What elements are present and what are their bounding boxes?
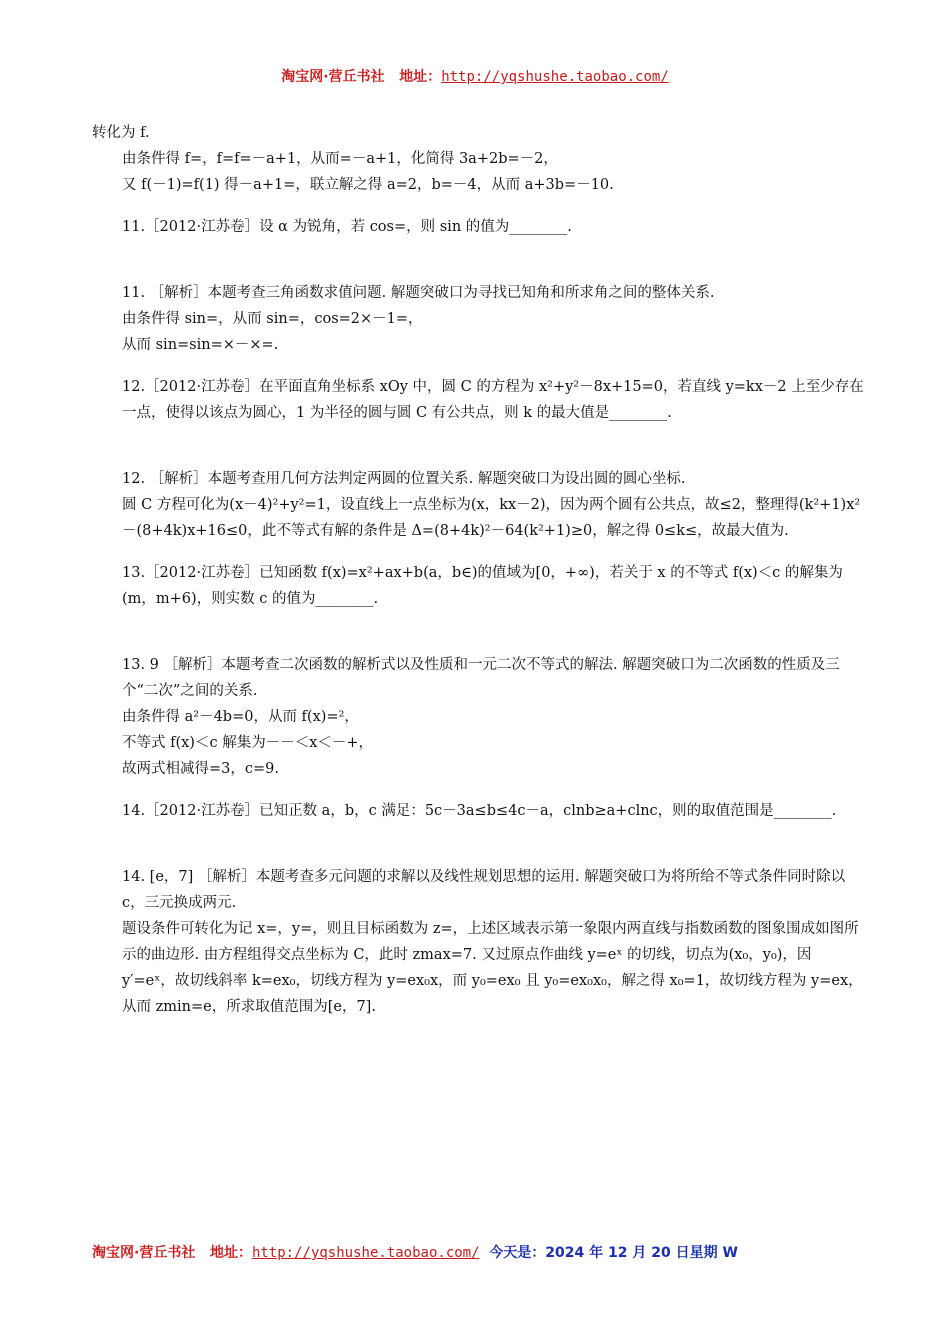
text-line: 故两式相减得=3，c=9. [122,761,279,777]
header-url-link[interactable]: http://yqshushe.taobao.com/ [441,69,669,85]
text-line: 由条件得 f=，f=f=－a+1，从而=－a+1，化简得 3a+2b=－2， [122,151,558,167]
header-shop-name: 淘宝网·营丘书社 [281,69,385,85]
text-line: 不等式 f(x)＜c 解集为－－＜x＜－+， [122,735,374,751]
problem-14: 14.［2012·江苏卷］已知正数 a，b，c 满足：5c－3a≤b≤4c－a，clnb≥a+clnc，则的取值范围是________. [122,803,837,819]
footer-shop-name: 淘宝网·营丘书社 [92,1245,196,1261]
document-body [92,120,868,1020]
footer-url-link[interactable]: http://yqshushe.taobao.com/ [251,1245,480,1261]
solution-14-heading: 14. [e，7] ［解析］本题考查多元问题的求解以及线性规划思想的运用. 解题突破口为将所给不等式条件同时除以 c，三元换成两元. [122,869,846,911]
solution-11-heading: 11. ［解析］本题考查三角函数求值问题. 解题突破口为寻找已知角和所求角之间的整体关系. [122,285,715,301]
text-line: 从而 sin=sin=×－×=. [122,337,279,353]
text-line: 转化为 f. [92,125,150,141]
text-line: 由条件得 a²－4b=0，从而 f(x)=²， [122,709,359,725]
footer-address-label: 地址： [209,1245,252,1261]
page-footer [92,1242,738,1262]
solution-13-heading: 13. 9 ［解析］本题考查二次函数的解析式以及性质和一元二次不等式的解法. 解题突破口为二次函数的性质及三个“二次”之间的关系. [122,657,840,699]
text-line: 圆 C 方程可化为(x－4)²+y²=1，设直线上一点坐标为(x，kx－2)，因为两个圆有公共点，故≤2，整理得(k²+1)x²－(8+4k)x+16≤0，此不等式有解的条件是 Δ=(8+4k)²－64(k²+1)≥0，解之得 0≤k≤，故最大值为. [122,497,861,539]
problem-12: 12.［2012·江苏卷］在平面直角坐标系 xOy 中，圆 C 的方程为 x²+y²－8x+15=0，若直线 y=kx－2 上至少存在一点，使得以该点为圆心，1 为半径的圆与圆 C 有公共点，则 k 的最大值是________. [122,379,864,421]
problem-11: 11.［2012·江苏卷］设 α 为锐角，若 cos=，则 sin 的值为________. [122,219,572,235]
text-line: 题设条件可转化为记 x=，y=，则且目标函数为 z=，上述区域表示第一象限内两直线与指数函数的图象围成如图所示的曲边形. 由方程组得交点坐标为 C，此时 zmax=7. 又过原点作曲线 y=eˣ 的切线，切点为(x₀，y₀)，因 y′=eˣ，故切线斜率 k=ex₀，切线方程为 y=ex₀x，而 y₀=ex₀ 且 y₀=ex₀x₀，解之得 x₀=1，故切线方程为 y=ex，从而 zmin=e，所求取值范围为[e，7]. [122,921,863,1015]
text-line: 又 f(－1)=f(1) 得－a+1=，联立解之得 a=2，b=－4，从而 a+3b=－10. [122,177,614,193]
footer-date: 今天是：2024 年 12 月 20 日星期 W [489,1245,738,1261]
problem-13: 13.［2012·江苏卷］已知函数 f(x)=x²+ax+b(a，b∈)的值域为[0，+∞)，若关于 x 的不等式 f(x)＜c 的解集为(m，m+6)，则实数 c 的值为________. [122,565,843,607]
text-line: 由条件得 sin=，从而 sin=，cos=2×－1=， [122,311,423,327]
page-header [0,66,950,86]
header-address-label: 地址： [399,69,442,85]
solution-12-heading: 12. ［解析］本题考查用几何方法判定两圆的位置关系. 解题突破口为设出圆的圆心坐标. [122,471,686,487]
